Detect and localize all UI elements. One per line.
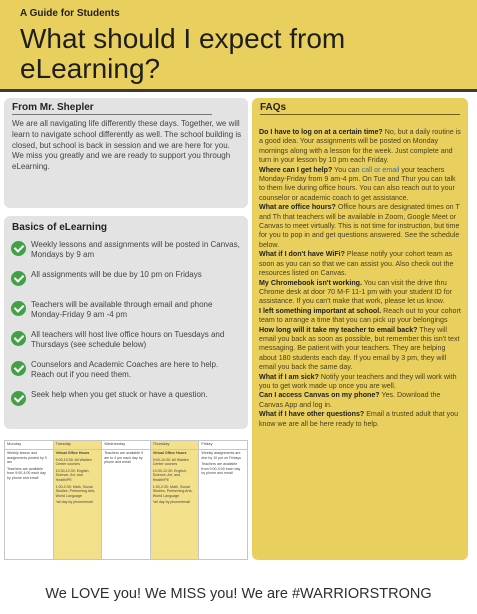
check-circle-icon: [11, 241, 26, 256]
faq-item: [259, 391, 463, 410]
schedule-day-header: Thursday: [150, 441, 199, 450]
basics-item-text: Counselors and Academic Coaches are here to help. Reach out if you need them.: [31, 360, 219, 379]
schedule-line: *all day by phone/email: [152, 500, 190, 505]
faq-panel: [252, 98, 468, 560]
basics-item: [11, 270, 243, 300]
schedule-line: Virtual Office Hours: [152, 451, 187, 455]
faq-item: [259, 203, 463, 250]
schedule-header-row: [5, 441, 248, 450]
faq-item: [259, 250, 463, 278]
schedule-body-row: [5, 450, 248, 560]
faq-answer: Notify your teachers and they will work with you to get work made up once you are well.: [259, 372, 457, 390]
mr-shepler-heading: From Mr. Shepler: [12, 102, 94, 113]
schedule-cell-wednesday: [102, 450, 151, 560]
basics-item: [11, 390, 243, 420]
schedule-line: *all day by phone/email: [55, 500, 93, 505]
schedule-cell-thursday: [150, 450, 199, 560]
basics-item: [11, 330, 243, 360]
faq-item: [259, 410, 463, 429]
schedule-cell-friday: [199, 450, 248, 560]
basics-item: [11, 360, 243, 390]
check-circle-icon: [11, 391, 26, 406]
faq-question: What if I am sick?: [259, 372, 319, 381]
basics-item: [11, 300, 243, 330]
schedule-line: Teachers are available from 9:00-4:00 each day by phone and email: [201, 462, 241, 476]
faq-heading: FAQs: [260, 102, 287, 113]
schedule-cell-tuesday: [53, 450, 102, 560]
schedule-line: Virtual Office Hours: [55, 451, 90, 455]
faq-item: [259, 128, 463, 166]
faq-answer: Reach out to your cohort team to arrange a time that you can pick up your belongings: [259, 306, 461, 325]
faq-item: [259, 166, 463, 204]
schedule-cell-monday: [5, 450, 54, 560]
basics-item-text: Seek help when you get stuck or have a question.: [31, 390, 208, 399]
basics-item-text: Teachers will be available through email and phone Monday-Friday 9 am -4 pm: [31, 300, 213, 319]
header-banner: [0, 0, 477, 92]
mr-shepler-panel: [4, 98, 248, 208]
faq-question: What if I have other questions?: [259, 410, 365, 419]
schedule-line: 10:30-12:30: English, Science, Art, and Health/PE: [152, 468, 187, 482]
basics-item-text: All assignments will be due by 10 pm on Fridays: [31, 270, 202, 279]
schedule-line: Weekly assignments are due by 10 pm on Fridays: [201, 451, 241, 460]
check-circle-icon: [11, 361, 26, 376]
faq-item: [259, 279, 463, 307]
schedule-day-header: Wednesday: [102, 441, 151, 450]
basics-list: [11, 240, 243, 420]
schedule-line: 1:00-2:30: Math, Social Studies, Performing Arts, World Language: [55, 484, 96, 498]
weekly-schedule-table: [4, 440, 248, 560]
schedule-day-header: Tuesday: [53, 441, 102, 450]
faq-question: What are office hours?: [259, 203, 336, 212]
schedule-line: 9:00-10:30: All Walden Center courses: [152, 457, 189, 467]
check-circle-icon: [11, 271, 26, 286]
mr-shepler-divider: [12, 114, 212, 115]
faq-answer: You can visit the drive thru Chrome desk at door 70 M-F 11-1 pm with your student ID for assistance. If you can't make that work, please let us know.: [259, 278, 453, 306]
basics-item-text: All teachers will host live office hours on Tuesdays and Thursdays (see schedule below): [31, 330, 225, 349]
schedule-line: Teachers are available from 9:00-4:00 each day by phone and email: [7, 466, 46, 480]
faq-answer: Please notify your cohort team as soon as you can so that we can assist you. Also check out the resources listed on Canvas.: [259, 250, 454, 278]
footer-slogan: We LOVE you! We MISS you! We are #WARRIORSTRONG: [45, 586, 432, 602]
faq-answer: Office hours are designated times on T and Th that teachers will be available in Zoom, Google Meet or Canvas to meet virtually. This is not time for instruction, but time for you to pop in and get questions answered. See the schedule below.: [259, 203, 460, 249]
schedule-line: 1:00-2:30: Math, Social Studies, Performing Arts, World Language: [152, 484, 193, 498]
faq-answer-continued: your teachers Monday-Friday from 9 am-4 pm. On Tue and Thur you can talk to them live during office hours. You can also reach out to your counselor or academic coach to get assistance.: [259, 165, 456, 202]
basics-item-text: Weekly lessons and assignments will be posted in Canvas, Mondays by 9 am: [31, 240, 240, 259]
basics-heading: Basics of eLearning: [12, 222, 108, 233]
page-title: What should I expect from eLearning?: [20, 23, 346, 84]
mr-shepler-message: We are all navigating life differently these days. Together, we will learn to navigate school differently as well. The school building is closed, but school is back in session and we are here for you. We miss you greatly and we are ready to support you through eLearning.: [12, 119, 242, 172]
faq-question: Do I have to log on at a certain time?: [259, 128, 383, 136]
schedule-line: 9:00-10:30: All Walden Center courses: [55, 457, 92, 467]
faq-question: Can I access Canvas on my phone?: [259, 391, 380, 400]
faq-question: What if I don't have WiFi?: [259, 250, 345, 259]
faq-question: I left something important at school.: [259, 306, 382, 315]
check-circle-icon: [11, 331, 26, 346]
faq-answer: Yes. Download the Canvas App and log in.: [259, 391, 441, 409]
basics-panel: [4, 216, 248, 429]
guide-subtitle: A Guide for Students: [20, 8, 120, 19]
faq-question: My Chromebook isn't working.: [259, 278, 362, 287]
faq-item: [259, 307, 463, 326]
schedule-line: Weekly lesson and assignments posted by 9 am: [7, 451, 47, 465]
schedule-day-header: Monday: [5, 441, 54, 450]
faq-answer: Email a trusted adult that you know we are all be here ready to help.: [259, 410, 459, 428]
faq-answer: They will email you back as soon as possible, but remember this isn't text messaging. Be patient with your teachers. They are helping about 180 students each day. If you email by 3 pm, they will email you back the same day.: [259, 325, 460, 372]
faq-divider: [260, 114, 460, 115]
faq-answer: No, but a daily routine is a good idea. Your assignments will be posted on Monday mornings along with a lesson for the week. Just complete and turn in your lesson by 10 pm each Friday.: [259, 128, 461, 165]
schedule-line: 10:30-12:30: English, Science, Art, and Health/PE: [55, 468, 90, 482]
faq-question: How long will it take my teacher to email back?: [259, 325, 418, 334]
schedule-day-header: Friday: [199, 441, 248, 450]
faq-list: [259, 128, 463, 429]
basics-item: [11, 240, 243, 270]
call-or-email-link[interactable]: call or email: [361, 165, 400, 174]
faq-item: [259, 326, 463, 373]
faq-question: Where can I get help?: [259, 165, 333, 174]
faq-item: [259, 373, 463, 392]
check-circle-icon: [11, 301, 26, 316]
schedule-line: Teachers are available 9 am to 4 pm each day by phone and email: [104, 451, 144, 465]
faq-answer: You can: [332, 165, 362, 174]
